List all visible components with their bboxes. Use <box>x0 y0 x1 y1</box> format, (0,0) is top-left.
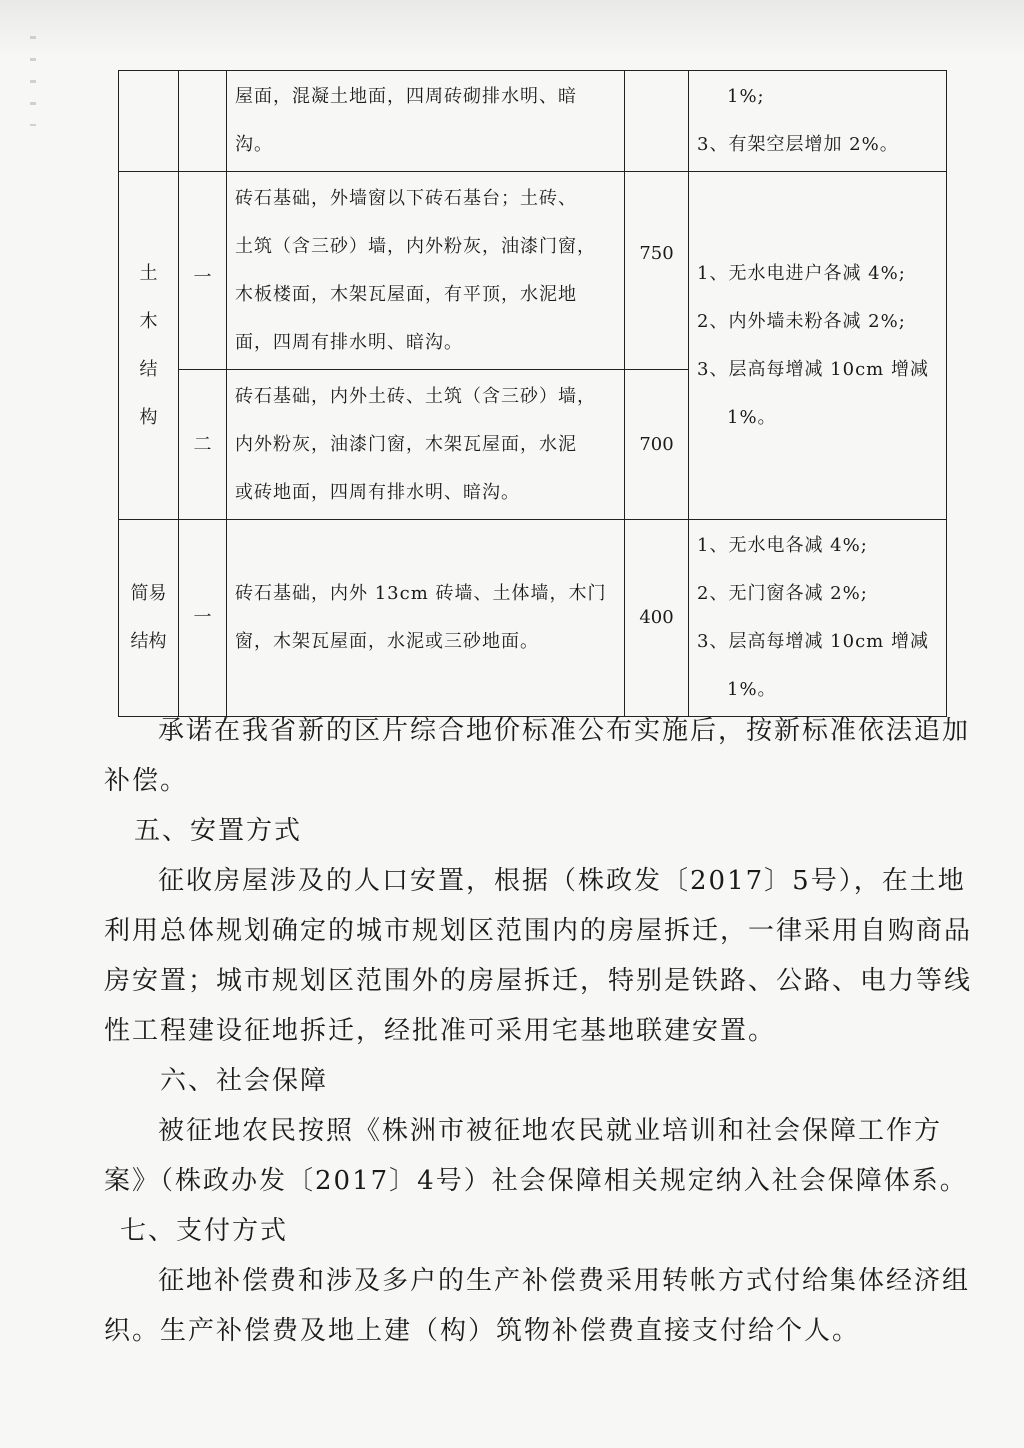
note-line: 2、内外墙未粉各减 2%; <box>697 310 906 332</box>
grade-cell: 一 <box>179 520 227 717</box>
section-heading-social-security: 六、社会保障 <box>160 1066 329 1096</box>
scan-top-shade <box>0 0 1024 58</box>
grade-cell: 二 <box>179 370 227 520</box>
compensation-standard-table <box>118 70 947 717</box>
desc-line: 砖石基础，内外土砖、土筑（含三砂）墙， <box>235 385 596 407</box>
grade-cell-empty <box>179 71 227 172</box>
type-line: 简易 <box>130 583 167 604</box>
type-cell-tumu <box>119 172 179 520</box>
note-line: 1%; <box>727 86 765 107</box>
desc-cell <box>227 520 625 717</box>
desc-cell <box>227 71 625 172</box>
section-heading-payment: 七、支付方式 <box>120 1216 289 1246</box>
desc-line: 砖石基础，内外 13cm 砖墙、土体墙，木门 <box>235 583 607 604</box>
desc-line: 土筑（含三砂）墙，内外粉灰，油漆门窗， <box>235 235 596 257</box>
desc-line: 木板楼面，木架瓦屋面，有平顶，水泥地 <box>235 283 577 305</box>
type-char: 构 <box>139 406 158 428</box>
price-cell: 700 <box>625 370 689 520</box>
grade-cell: 一 <box>179 172 227 370</box>
document-body <box>104 706 984 1356</box>
note-line: 2、无门窗各减 2%; <box>697 583 868 604</box>
note-line: 3、有架空层增加 2%。 <box>697 134 899 155</box>
note-line: 3、层高每增减 10cm 增减 <box>697 358 929 380</box>
desc-line: 沟。 <box>235 134 273 155</box>
scan-edge-marks <box>30 36 36 126</box>
type-char: 结 <box>139 358 158 380</box>
note-line: 1、无水电进户各减 4%; <box>697 262 906 284</box>
note-line: 1、无水电各减 4%; <box>697 535 868 556</box>
type-cell-jianyi <box>119 520 179 717</box>
note-line: 3、层高每增减 10cm 增减 <box>697 631 929 652</box>
price-cell: 750 <box>625 172 689 370</box>
table-row <box>119 71 947 172</box>
type-char: 土 <box>139 262 158 284</box>
note-cell <box>689 71 947 172</box>
section-heading-resettlement: 五、安置方式 <box>134 816 303 846</box>
note-cell <box>689 520 947 717</box>
desc-line: 面，四周有排水明、暗沟。 <box>235 331 463 353</box>
social-security-paragraph: 被征地农民按照《株洲市被征地农民就业培训和社会保障工作方案》（株政办发〔2017〕4号）社会保障相关规定纳入社会保障体系。 <box>104 1116 968 1196</box>
table-row <box>119 520 947 717</box>
type-char: 木 <box>139 310 158 332</box>
price-cell: 400 <box>625 520 689 717</box>
note-cell <box>689 172 947 520</box>
price-cell-empty <box>625 71 689 172</box>
type-cell-empty <box>119 71 179 172</box>
resettlement-paragraph: 征收房屋涉及的人口安置，根据（株政发〔2017〕5号），在土地利用总体规划确定的城市规划区范围内的房屋拆迁，一律采用自购商品房安置；城市规划区范围外的房屋拆迁，特别是铁路、公路、电力等线性工程建设征地拆迁，经批准可采用宅基地联建安置。 <box>104 866 973 1046</box>
table-row <box>119 172 947 370</box>
desc-line: 屋面，混凝土地面，四周砖砌排水明、暗 <box>235 86 577 107</box>
desc-cell <box>227 370 625 520</box>
desc-cell <box>227 172 625 370</box>
note-line: 1%。 <box>727 679 777 700</box>
desc-line: 内外粉灰，油漆门窗，木架瓦屋面，水泥 <box>235 433 577 455</box>
commitment-paragraph: 承诺在我省新的区片综合地价标准公布实施后，按新标准依法追加补偿。 <box>104 716 971 796</box>
note-line: 1%。 <box>727 406 777 428</box>
payment-paragraph: 征地补偿费和涉及多户的生产补偿费采用转帐方式付给集体经济组织。生产补偿费及地上建（构）筑物补偿费直接支付给个人。 <box>104 1266 971 1346</box>
desc-line: 砖石基础，外墙窗以下砖石基台；土砖、 <box>235 187 577 209</box>
desc-line: 或砖地面，四周有排水明、暗沟。 <box>235 481 520 503</box>
type-line: 结构 <box>130 631 167 652</box>
desc-line: 窗，木架瓦屋面，水泥或三砂地面。 <box>235 631 539 652</box>
